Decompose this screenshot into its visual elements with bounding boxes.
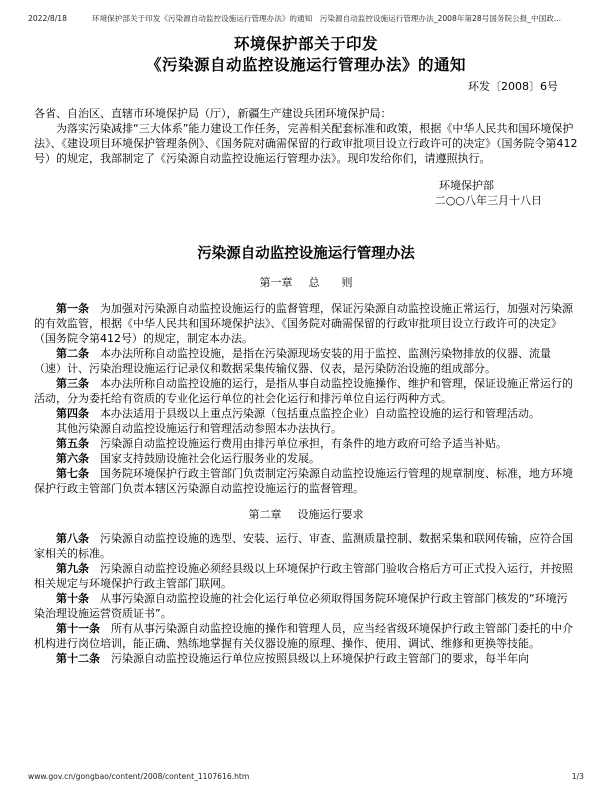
chapter-1-articles [34,301,578,496]
article-paragraph [34,451,578,466]
print-footer [28,772,584,784]
article-text: 为加强对污染源自动监控设施运行的监督管理，保证污染源自动监控设施正常运行，加强对污染源的有效监管，根据《中华人民共和国环境保护法》、《国务院对确需保留的行政审批项目设立行政许可的决定》（国务院令第412号）的规定，制定本办法。 [34,302,573,345]
document-body [34,34,578,666]
article-number: 第三条 [56,377,89,390]
print-page-title: 环境保护部关于印发《污染源自动监控设施运行管理办法》的通知 污染源自动监控设施运行管理办法_2008年第28号国务院公报_中国政... [92,14,562,23]
article-text: 国家支持鼓励设施社会化运行服务业的发展。 [89,452,320,465]
article-number: 第二条 [56,347,89,360]
article-paragraph [34,346,578,376]
chapter-2-articles [34,531,578,666]
article-number: 第九条 [56,562,89,575]
chapter-2-name: 设施运行要求 [297,508,364,521]
article-text: 本办法适用于县级以上重点污染源（包括重点监控企业）自动监控设施的运行和管理活动。 [89,407,540,420]
chapter-2-label: 第二章 [248,508,282,521]
article-number: 第十条 [56,592,89,605]
article-number: 第五条 [56,437,89,450]
article-text: 从事污染源自动监控设施的社会化运行单位必须取得国务院环境保护行政主管部门核发的“环境污染治理设施运营资质证书”。 [34,592,568,620]
article-text: 国务院环境保护行政主管部门负责制定污染源自动监控设施运行管理的规章制度、标准，地方环境保护行政主管部门负责本辖区污染源自动监控设施运行的监督管理。 [34,467,573,495]
article-number: 第七条 [56,467,89,480]
notice-body: 为落实污染减排“三大体系”能力建设工作任务，完善相关配套标准和政策，根据《中华人民共和国环境保护法》、《建设项目环境保护管理条例》、《国务院对确需保留的行政审批项目设立行政许可的决定》（国务院令第412号）的规定，我部制定了《污染源自动监控设施运行管理办法》。现印发给你们，请遵照执行。 [34,122,578,165]
article-paragraph [34,436,578,451]
article-paragraph [34,466,578,496]
article-paragraph [34,621,578,651]
article-paragraph [34,561,578,591]
article-paragraph [34,651,578,666]
article-text: 所有从事污染源自动监控设施的操作和管理人员，应当经省级环境保护行政主管部门委托的中介机构进行岗位培训，能正确、熟练地掌握有关仪器设施的原理、操作、使用、调试、维修和更换等技能。 [34,622,573,650]
article-paragraph [34,406,578,421]
article-paragraph [34,301,578,346]
article-number: 第四条 [56,407,89,420]
notice-date: 二○○八年三月十八日 [434,194,542,207]
print-header [28,13,584,27]
article-paragraph [34,531,578,561]
signature: 环境保护部 [439,179,494,192]
article-text: 本办法所称自动监控设施的运行，是指从事自动监控设施操作、维护和管理，保证设施正常运行的活动，分为委托给有资质的专业化运行单位的社会化运行和排污单位自运行两种方式。 [34,377,573,405]
page-url[interactable]: www.gov.cn/gongbao/content/2008/content_1107616.htm [28,772,250,781]
article-number: 第十一条 [56,622,100,635]
article-text: 本办法所称自动监控设施，是指在污染源现场安装的用于监控、监测污染物排放的仪器、流量（速）计、污染治理设施运行记录仪和数据采集传输仪器、仪表，是污染防治设施的组成部分。 [34,347,551,375]
article-text: 污染源自动监控设施运行单位应按照县级以上环境保护行政主管部门的要求，每半年向 [100,652,529,665]
addressee: 各省、自治区、直辖市环境保护局（厅），新疆生产建设兵团环境保护局： [34,107,392,120]
regulation-title: 污染源自动监控设施运行管理办法 [197,246,415,262]
article-text: 其他污染源自动监控设施运行和管理活动参照本办法执行。 [56,422,342,435]
chapter-1-name: 总 则 [308,276,353,289]
article-paragraph [34,421,578,436]
article-paragraph [34,376,578,406]
chapter-1-label: 第一章 [259,276,293,289]
article-number: 第十二条 [56,652,100,665]
print-date: 2022/8/18 [28,14,67,23]
page-number: 1/3 [571,772,584,781]
article-number: 第一条 [56,302,89,315]
chapter-1-heading [34,275,578,290]
notice-title-line2: 《污染源自动监控设施运行管理办法》的通知 [145,56,466,74]
article-paragraph [34,591,578,621]
doc-number: 环发〔2008〕6号 [468,80,558,93]
notice-title-line1: 环境保护部关于印发 [233,35,378,53]
article-number: 第六条 [56,452,89,465]
article-number: 第八条 [56,532,89,545]
article-text: 污染源自动监控设施必须经县级以上环境保护行政主管部门验收合格后方可正式投入运行，并按照相关规定与环境保护行政主管部门联网。 [34,562,573,590]
article-text: 污染源自动监控设施的选型、安装、运行、审查、监测质量控制、数据采集和联网传输，应符合国家相关的标准。 [34,532,573,560]
chapter-2-heading [34,507,578,522]
article-text: 污染源自动监控设施运行费用由排污单位承担，有条件的地方政府可给予适当补贴。 [89,437,507,450]
